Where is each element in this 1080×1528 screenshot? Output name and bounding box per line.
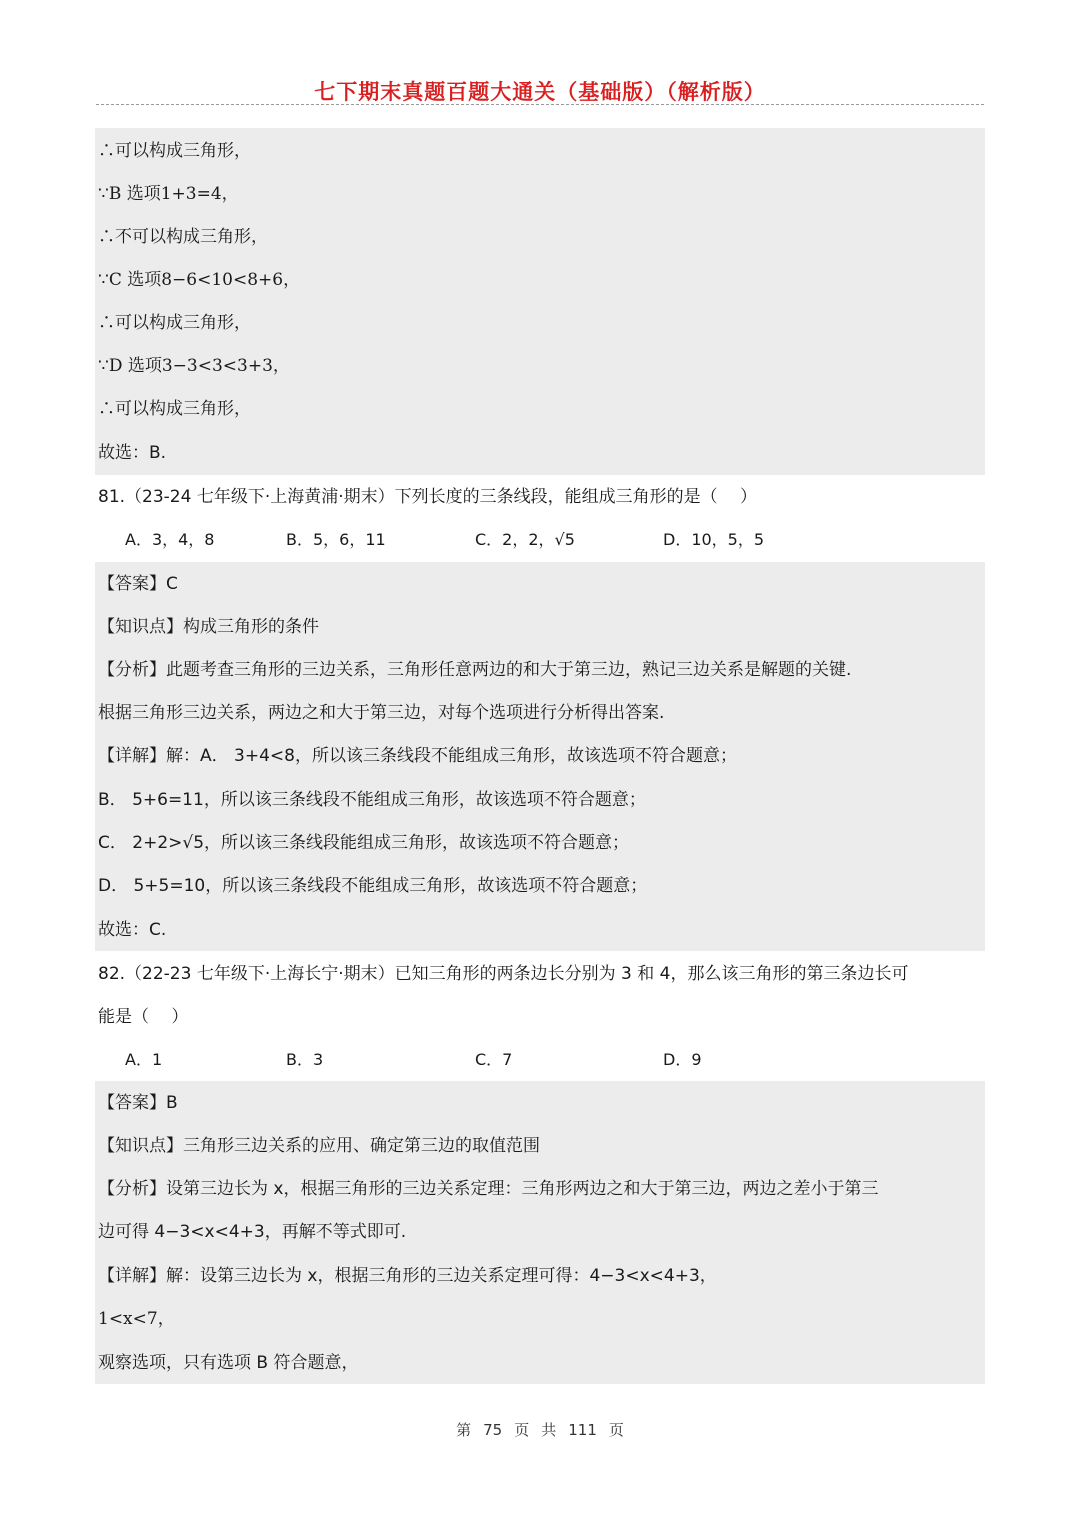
knowledge-point-82: 【知识点】三角形三边关系的应用、确定第三边的取值范围 — [98, 1136, 540, 1156]
solution-line: ∴可以构成三角形， — [98, 141, 251, 161]
question-81-option-b: B．5，6，11 — [286, 530, 386, 549]
detail-81-line-2: B． 5+6=11，所以该三条线段不能组成三角形，故该选项不符合题意； — [98, 790, 646, 810]
question-82-option-a: A．1 — [125, 1050, 163, 1069]
conclusion-81: 故选：C. — [98, 920, 167, 940]
detail-81-line-1: 【详解】解：A． 3+4<8，所以该三条线段不能组成三角形，故该选项不符合题意； — [98, 746, 737, 766]
solution-line: ∴可以构成三角形， — [98, 399, 251, 419]
question-81-option-a: A．3，4，8 — [125, 530, 215, 549]
question-82-option-b: B．3 — [286, 1050, 324, 1069]
solution-line: ∵D 选项3−3<3<3+3， — [98, 356, 290, 376]
detail-82-line-3: 观察选项，只有选项 B 符合题意， — [98, 1353, 359, 1373]
solution-line: ∴可以构成三角形， — [98, 313, 251, 333]
header-divider — [96, 104, 984, 105]
solution-line: ∵C 选项8−6<10<8+6， — [98, 270, 301, 290]
question-82-stem-line-2: 能是（ ） — [98, 1007, 189, 1027]
question-82-option-c: C．7 — [475, 1050, 513, 1069]
solution-line: ∵B 选项1+3=4， — [98, 184, 239, 204]
analysis-82-line-1: 【分析】设第三边长为 x，根据三角形的三边关系定理：三角形两边之和大于第三边，两边之差小于第三 — [98, 1179, 879, 1199]
solution-conclusion: 故选：B. — [98, 443, 167, 463]
footer-page-label: 第 — [456, 1421, 472, 1439]
answer-81: 【答案】C — [98, 574, 178, 594]
question-81-option-d: D．10，5，5 — [663, 530, 765, 549]
page-header-title: 七下期末真题百题大通关（基础版）（解析版） — [314, 80, 766, 104]
page-footer — [0, 1419, 1080, 1440]
solution-block-previous — [95, 128, 985, 475]
detail-81-line-4: D． 5+5=10，所以该三条线段不能组成三角形，故该选项不符合题意； — [98, 876, 648, 896]
detail-81-line-3: C． 2+2>√5，所以该三条线段能组成三角形，故该选项不符合题意； — [98, 833, 630, 853]
footer-page-number: 75 — [483, 1421, 503, 1439]
solution-line: ∴不可以构成三角形， — [98, 227, 268, 247]
analysis-81-line-1: 【分析】此题考查三角形的三边关系，三角形任意两边的和大于第三边，熟记三边关系是解题的关键. — [98, 660, 852, 680]
question-81-stem: 81.（23-24 七年级下·上海黄浦·期末）下列长度的三条线段，能组成三角形的是（ ） — [98, 487, 758, 507]
question-81-option-c: C．2，2，√5 — [475, 530, 575, 549]
footer-total-unit: 页 — [608, 1421, 624, 1439]
footer-page-unit: 页 — [514, 1421, 530, 1439]
analysis-81-line-2: 根据三角形三边关系，两边之和大于第三边，对每个选项进行分析得出答案. — [98, 703, 665, 723]
knowledge-point-81: 【知识点】构成三角形的条件 — [98, 617, 319, 637]
detail-82-line-2: 1<x<7， — [98, 1309, 175, 1329]
analysis-82-line-2: 边可得 4−3<x<4+3，再解不等式即可. — [98, 1222, 407, 1242]
answer-82: 【答案】B — [98, 1093, 178, 1113]
question-82-stem-line-1: 82.（22-23 七年级下·上海长宁·期末）已知三角形的两条边长分别为 3 和 4，那么该三角形的第三条边长可 — [98, 964, 909, 984]
question-82-option-d: D．9 — [663, 1050, 702, 1069]
footer-total-label: 共 — [541, 1421, 557, 1439]
footer-total-number: 111 — [568, 1421, 597, 1439]
detail-82-line-1: 【详解】解：设第三边长为 x，根据三角形的三边关系定理可得：4−3<x<4+3， — [98, 1266, 717, 1286]
